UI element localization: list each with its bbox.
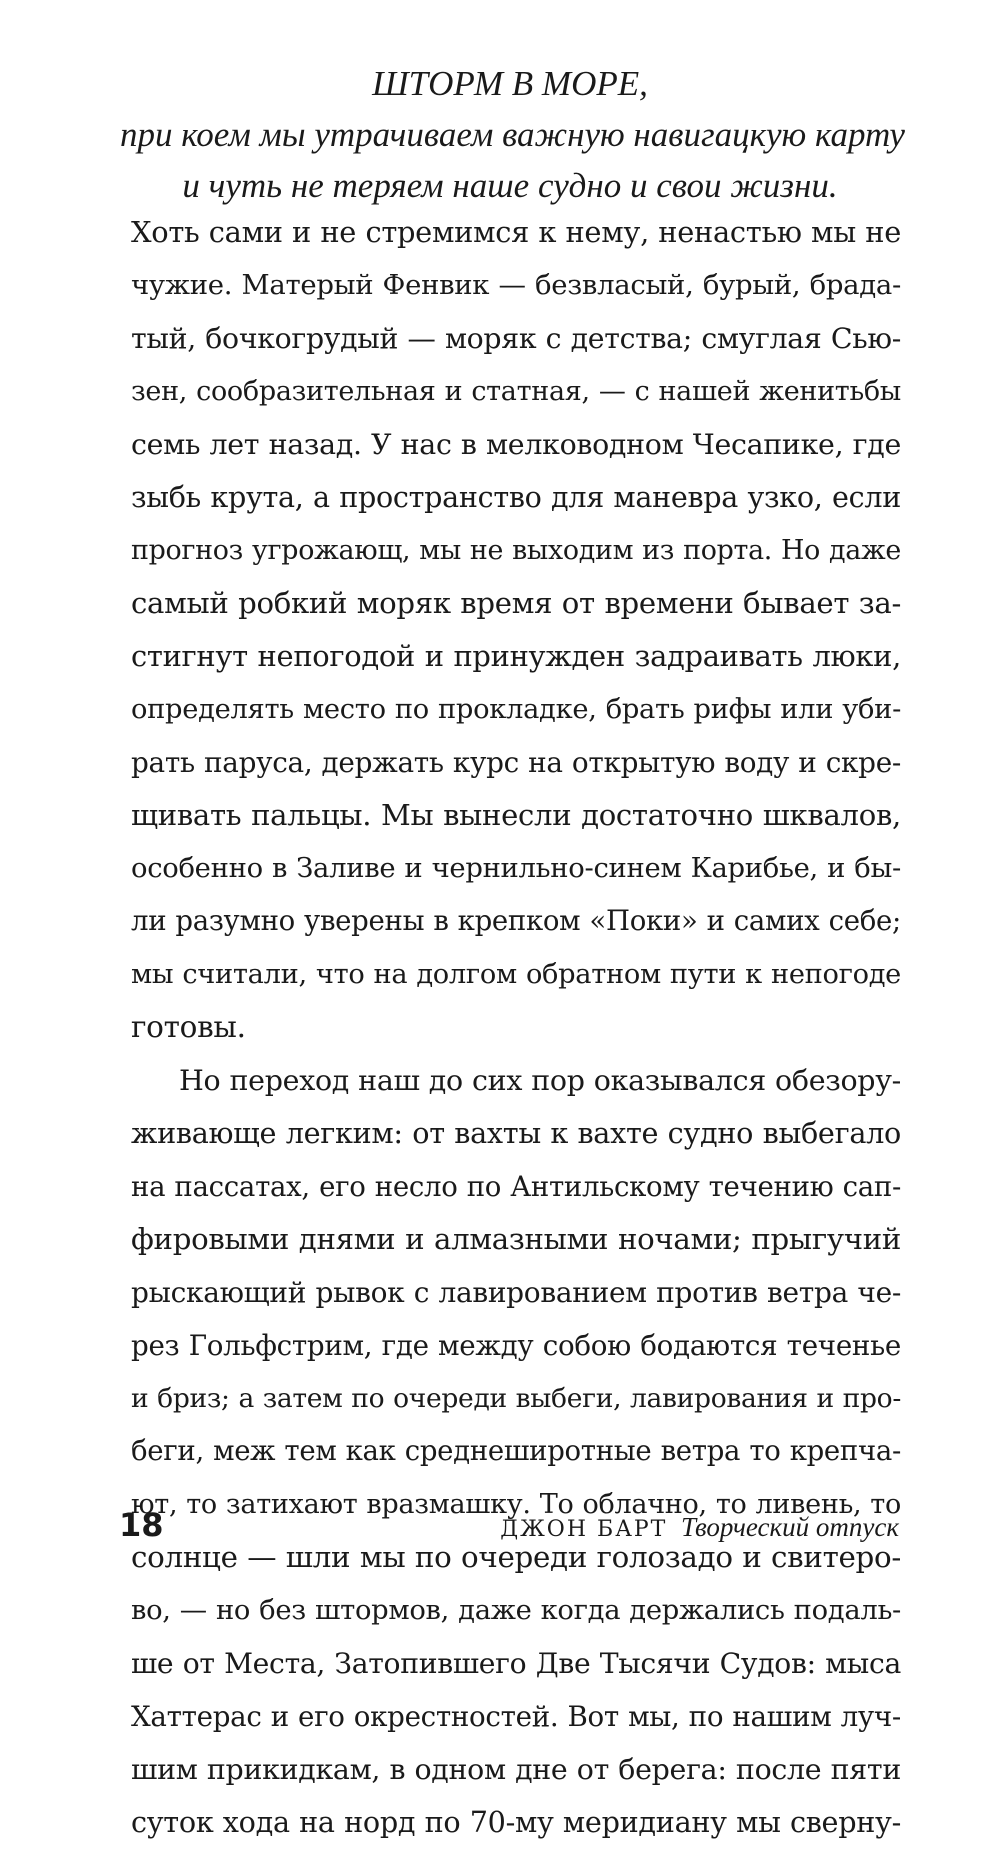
chapter-heading [120,58,905,211]
text-line: Но переход наш до сих пор оказывался обезору- [179,1064,901,1097]
text-line: ли разумно уверены в крепком «Поки» и самих себе; [131,905,901,937]
text-line: чужие. Матерый Фенвик — безвласый, бурый, брада- [131,269,901,301]
text-line: рыскающий рывок с лавированием против ветра че- [131,1276,901,1309]
text-line: шим прикидкам, в одном дне от берега: после пяти [131,1753,901,1786]
text-line: определять место по прокладке, брать рифы или уби- [131,694,901,725]
text-line: зыбь крута, а пространство для маневра узко, если [131,480,901,514]
running-footer [500,1510,899,1547]
text-line: Хоть сами и не стремимся к нему, ненастью мы не [131,215,901,249]
text-line: Хаттерас и его окрестностей. Вот мы, по нашим луч- [131,1700,901,1733]
text-line: на пассатах, его несло по Антильскому течению сап- [131,1170,901,1203]
text-line: зен, сообразительная и статная, — с нашей женитьбы [131,376,901,407]
text-line: стигнут непогодой и принужден задраивать люки, [131,639,901,673]
text-line: беги, меж тем как среднеширотные ветра то крепча- [131,1435,901,1467]
text-line: ют, то затихают вразмашку. То облачно, то ливень, то [131,1489,901,1520]
page-number: 18 [119,1506,164,1544]
text-line: щивать пальцы. Мы вынесли достаточно шквалов, [131,798,901,832]
chapter-title: ШТОРМ В МОРЕ, [372,64,648,103]
text-line: фировыми днями и алмазными ночами; прыгучий [131,1222,901,1256]
paragraph [131,206,901,1054]
text-line: во, — но без штормов, даже когда держались подаль- [131,1595,901,1626]
paragraph [131,1054,901,1849]
text-line: семь лет назад. У нас в мелководном Чесапике, где [131,428,901,461]
text-line: суток хода на норд по 70-му меридиану мы сверну- [131,1805,901,1839]
chapter-subtitle-line: и чуть не теряем наше судно и свои жизни. [182,166,838,205]
text-line: особенно в Заливе и чернильно-синем Карибье, и бы- [131,853,901,884]
text-line: рать паруса, держать курс на открытую воду и скре- [131,746,901,779]
text-line: живающе легким: от вахты к вахте судно выбегало [131,1116,901,1150]
footer-author: ДЖОН БАРТ [500,1517,668,1542]
footer-book-title: Творческий отпуск [680,1512,899,1542]
body-text [131,206,901,1849]
text-line: готовы. [131,1010,246,1044]
text-line: самый робкий моряк время от времени бывает за- [131,586,901,620]
text-line: мы считали, что на долгом обратном пути к непогоде [131,959,901,990]
text-line: прогноз угрожающ, мы не выходим из порта. Но даже [131,535,901,566]
text-line: солнце — шли мы по очереди голозадо и свитеро- [131,1540,901,1574]
text-line: ше от Места, Затопившего Две Тысячи Судов: мыса [131,1647,901,1680]
text-line: тый, бочкогрудый — моряк с детства; смуглая Сью- [131,322,901,355]
text-line: и бриз; а затем по очереди выбеги, лавирования и про- [131,1383,901,1414]
chapter-subtitle-line: при коем мы утрачиваем важную навигацкую карту [120,115,905,154]
text-line: рез Гольфстрим, где между собою бодаются теченье [131,1329,901,1362]
